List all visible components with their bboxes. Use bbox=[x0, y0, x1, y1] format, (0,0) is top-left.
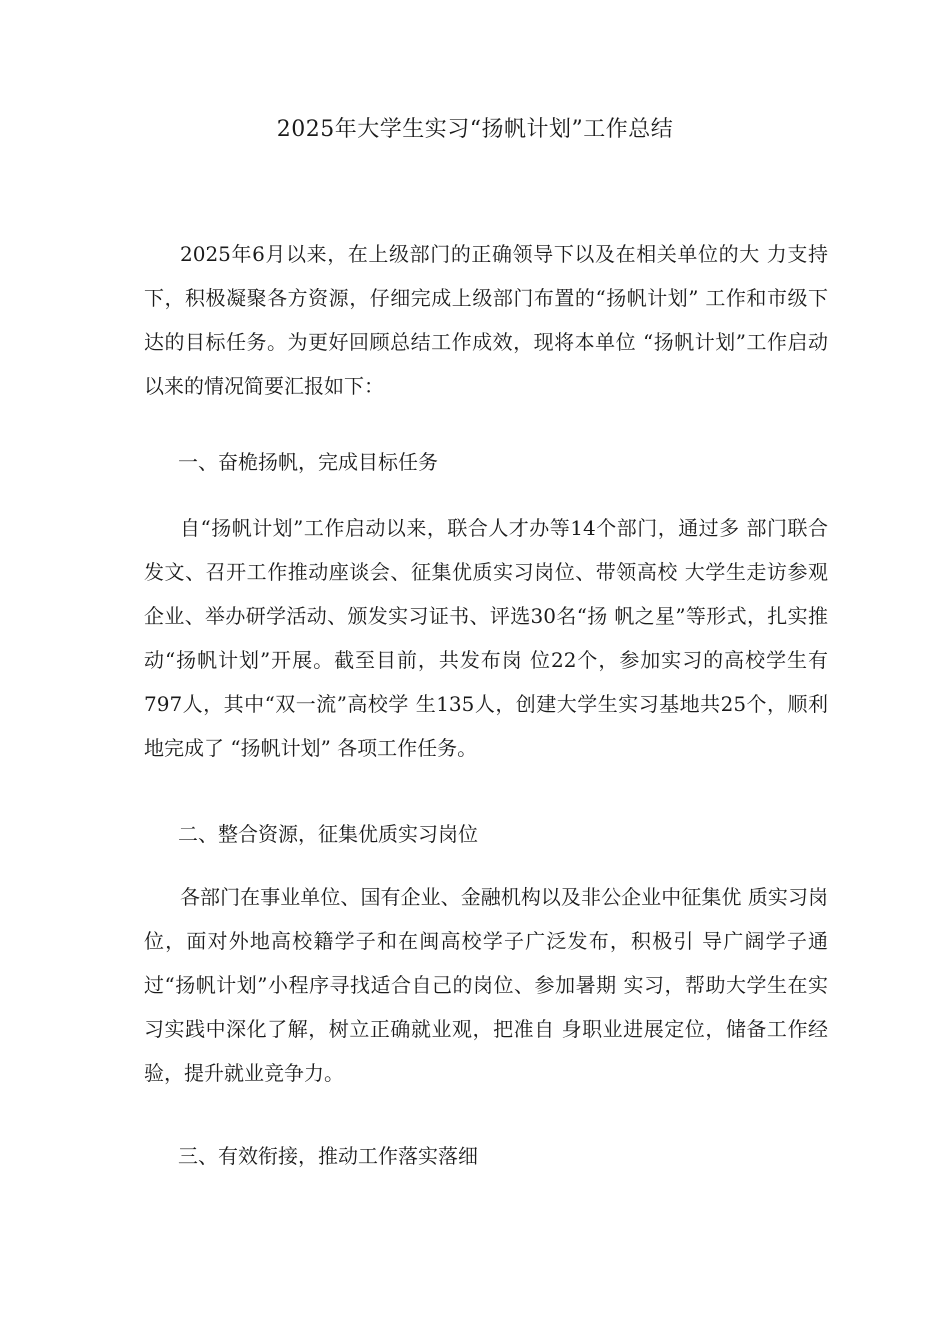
section-heading-3: 三、有效衔接，推动工作落实落细 bbox=[178, 1144, 478, 1168]
section-body-1: 自“扬帆计划”工作启动以来，联合人才办等14个部门，通过多 部门联合发文、召开工作推动座谈会、征集优质实习岗位、带领高校 大学生走访参观企业、举办研学活动、颁发实习证书、评选30名“扬 帆之星”等形式，扎实推动“扬帆计划”开展。截至目前，共发布岗 位22个，参加实习的高校学生有797人，其中“双一流”高校学 生135人，创建大学生实习基地共25个，顺利地完成了 “扬帆计划” 各项工作任务。 bbox=[144, 516, 828, 760]
intro-paragraph: 2025年6月以来，在上级部门的正确领导下以及在相关单位的大 力支持下，积极凝聚各方资源，仔细完成上级部门布置的“扬帆计划” 工作和市级下达的目标任务。为更好回顾总结工作成效，现将本单位 “扬帆计划”工作启动以来的情况简要汇报如下： bbox=[144, 242, 828, 398]
section-heading-2: 二、整合资源，征集优质实习岗位 bbox=[178, 822, 478, 846]
section-body-2: 各部门在事业单位、国有企业、金融机构以及非公企业中征集优 质实习岗位，面对外地高校籍学子和在闽高校学子广泛发布，积极引 导广阔学子通过“扬帆计划”小程序寻找适合自己的岗位、参加暑期 实习，帮助大学生在实习实践中深化了解，树立正确就业观，把准自 身职业进展定位，储备工作经验，提升就业竞争力。 bbox=[144, 885, 828, 1085]
section-heading-1: 一、奋桅扬帆，完成目标任务 bbox=[178, 450, 438, 474]
document-title: 2025年大学生实习“扬帆计划”工作总结 bbox=[276, 117, 674, 142]
